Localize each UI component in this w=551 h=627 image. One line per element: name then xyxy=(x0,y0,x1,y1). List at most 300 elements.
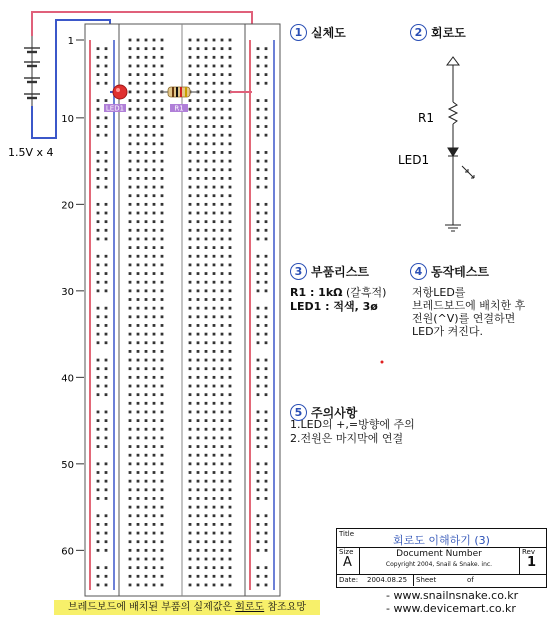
breadboard-hole xyxy=(229,393,232,396)
breadboard-hole xyxy=(213,108,216,111)
breadboard-hole xyxy=(213,393,216,396)
breadboard-hole xyxy=(153,532,156,535)
breadboard-hole xyxy=(197,73,200,76)
breadboard-hole xyxy=(153,108,156,111)
breadboard-hole xyxy=(97,82,100,85)
breadboard-hole xyxy=(153,220,156,223)
breadboard-hole xyxy=(257,56,260,59)
breadboard-hole xyxy=(153,462,156,465)
breadboard-hole xyxy=(97,177,100,180)
breadboard-hole xyxy=(129,39,132,42)
breadboard-hole xyxy=(153,134,156,137)
breadboard-hole xyxy=(221,359,224,362)
breadboard-hole xyxy=(129,264,132,267)
breadboard-hole xyxy=(129,385,132,388)
breadboard-hole xyxy=(229,194,232,197)
breadboard-hole xyxy=(205,246,208,249)
breadboard-hole xyxy=(213,56,216,59)
breadboard-hole xyxy=(105,116,108,119)
breadboard-hole xyxy=(161,212,164,215)
breadboard-hole xyxy=(213,385,216,388)
breadboard-hole xyxy=(97,532,100,535)
breadboard-hole xyxy=(189,445,192,448)
breadboard-hole xyxy=(137,445,140,448)
breadboard-hole xyxy=(145,168,148,171)
breadboard-hole xyxy=(97,411,100,414)
breadboard-hole xyxy=(97,160,100,163)
breadboard-hole xyxy=(197,134,200,137)
breadboard-hole xyxy=(153,584,156,587)
breadboard-hole xyxy=(257,47,260,50)
section-number-badge: 1 xyxy=(290,24,307,41)
test-line: LED가 켜진다. xyxy=(412,325,484,338)
breadboard-hole xyxy=(257,540,260,543)
parts-led-name: LED1 : xyxy=(290,300,334,313)
breadboard-hole xyxy=(197,480,200,483)
breadboard-hole xyxy=(265,532,268,535)
breadboard-hole xyxy=(137,160,140,163)
breadboard-hole xyxy=(213,125,216,128)
copyright: Copyright 2004, Snail & Snake. inc. xyxy=(385,561,493,568)
breadboard-hole xyxy=(97,116,100,119)
breadboard-hole xyxy=(189,471,192,474)
breadboard-hole xyxy=(257,307,260,310)
breadboard-hole xyxy=(197,324,200,327)
breadboard-hole xyxy=(161,246,164,249)
breadboard-hole xyxy=(257,333,260,336)
breadboard-hole xyxy=(213,65,216,68)
breadboard-hole xyxy=(137,186,140,189)
breadboard-hole xyxy=(137,307,140,310)
breadboard-hole xyxy=(153,307,156,310)
breadboard-hole xyxy=(145,437,148,440)
breadboard-hole xyxy=(145,134,148,137)
breadboard-hole xyxy=(213,497,216,500)
breadboard-hole xyxy=(153,488,156,491)
breadboard-hole xyxy=(257,566,260,569)
breadboard-hole xyxy=(205,39,208,42)
breadboard-hole xyxy=(129,82,132,85)
breadboard-hole xyxy=(153,341,156,344)
breadboard-hole xyxy=(105,385,108,388)
breadboard-hole xyxy=(221,91,224,94)
breadboard-hole xyxy=(145,142,148,145)
breadboard-hole xyxy=(129,289,132,292)
breadboard-hole xyxy=(213,558,216,561)
breadboard-hole xyxy=(97,437,100,440)
breadboard-hole xyxy=(153,411,156,414)
breadboard-hole xyxy=(205,523,208,526)
breadboard-hole xyxy=(205,532,208,535)
section-test-heading xyxy=(410,263,489,280)
breadboard-hole xyxy=(257,177,260,180)
breadboard-hole xyxy=(145,246,148,249)
breadboard-hole xyxy=(145,177,148,180)
breadboard-hole xyxy=(161,540,164,543)
breadboard-hole xyxy=(229,203,232,206)
breadboard-hole xyxy=(153,73,156,76)
breadboard-hole xyxy=(161,255,164,258)
breadboard-hole xyxy=(213,47,216,50)
breadboard-hole xyxy=(229,99,232,102)
breadboard-hole xyxy=(229,238,232,241)
breadboard-hole xyxy=(145,584,148,587)
breadboard-hole xyxy=(197,151,200,154)
breadboard-hole xyxy=(153,558,156,561)
row-label: 1 xyxy=(67,36,74,47)
breadboard-hole xyxy=(197,566,200,569)
breadboard-hole xyxy=(197,315,200,318)
breadboard-hole xyxy=(129,108,132,111)
breadboard-hole xyxy=(229,462,232,465)
breadboard-hole xyxy=(221,411,224,414)
breadboard-hole xyxy=(213,168,216,171)
breadboard-hole xyxy=(161,324,164,327)
breadboard-hole xyxy=(189,341,192,344)
breadboard-hole xyxy=(265,56,268,59)
breadboard-hole xyxy=(189,514,192,517)
breadboard-hole xyxy=(257,419,260,422)
breadboard-hole xyxy=(265,480,268,483)
breadboard-hole xyxy=(213,238,216,241)
breadboard-hole xyxy=(161,108,164,111)
breadboard-hole xyxy=(197,532,200,535)
breadboard-hole xyxy=(265,116,268,119)
section-number-badge: 5 xyxy=(290,404,307,421)
breadboard-hole xyxy=(161,238,164,241)
section-title: 동작테스트 xyxy=(431,265,489,279)
breadboard-hole xyxy=(189,523,192,526)
breadboard-hole xyxy=(189,212,192,215)
breadboard-hole xyxy=(137,402,140,405)
breadboard-hole xyxy=(257,428,260,431)
breadboard-hole xyxy=(229,160,232,163)
breadboard-hole xyxy=(137,506,140,509)
breadboard-hole xyxy=(213,462,216,465)
breadboard-hole xyxy=(153,255,156,258)
breadboard-hole xyxy=(153,203,156,206)
breadboard-hole xyxy=(161,134,164,137)
breadboard-hole xyxy=(105,229,108,232)
breadboard-hole xyxy=(129,333,132,336)
breadboard-hole xyxy=(137,65,140,68)
breadboard-hole xyxy=(229,445,232,448)
breadboard-hole xyxy=(197,203,200,206)
breadboard-hole xyxy=(205,359,208,362)
row-label: 30 xyxy=(61,286,74,298)
breadboard-hole xyxy=(137,39,140,42)
breadboard-hole xyxy=(145,194,148,197)
breadboard-hole xyxy=(205,402,208,405)
breadboard-hole xyxy=(197,488,200,491)
breadboard-hole xyxy=(229,350,232,353)
breadboard-hole xyxy=(213,298,216,301)
breadboard-hole xyxy=(221,160,224,163)
breadboard-hole xyxy=(205,549,208,552)
breadboard-hole xyxy=(129,238,132,241)
breadboard-hole xyxy=(229,540,232,543)
breadboard-hole xyxy=(213,220,216,223)
breadboard-hole xyxy=(153,47,156,50)
breadboard-hole xyxy=(197,359,200,362)
breadboard-hole xyxy=(265,445,268,448)
breadboard-hole xyxy=(189,454,192,457)
breadboard-hole xyxy=(161,445,164,448)
breadboard-hole xyxy=(213,566,216,569)
breadboard-hole xyxy=(97,488,100,491)
breadboard-hole xyxy=(161,73,164,76)
breadboard-hole xyxy=(221,264,224,267)
breadboard-hole xyxy=(257,168,260,171)
breadboard-hole xyxy=(197,402,200,405)
breadboard-hole xyxy=(221,142,224,145)
breadboard-hole xyxy=(137,220,140,223)
breadboard-hole xyxy=(145,523,148,526)
breadboard-hole xyxy=(97,445,100,448)
breadboard-hole xyxy=(205,194,208,197)
breadboard-hole xyxy=(257,385,260,388)
breadboard-hole xyxy=(105,497,108,500)
breadboard-hole xyxy=(105,341,108,344)
breadboard-hole xyxy=(137,151,140,154)
breadboard-hole xyxy=(205,393,208,396)
breadboard-hole xyxy=(213,116,216,119)
breadboard-hole xyxy=(229,376,232,379)
breadboard-hole xyxy=(137,411,140,414)
test-line: 브레드보드에 배치한 후 xyxy=(412,299,526,312)
breadboard-hole xyxy=(145,186,148,189)
breadboard-hole xyxy=(265,125,268,128)
breadboard-hole xyxy=(205,497,208,500)
breadboard-hole xyxy=(161,116,164,119)
breadboard-hole xyxy=(97,108,100,111)
breadboard-hole xyxy=(129,194,132,197)
breadboard-hole xyxy=(257,82,260,85)
breadboard-hole xyxy=(257,229,260,232)
breadboard-hole xyxy=(153,281,156,284)
breadboard-hole xyxy=(229,177,232,180)
breadboard-hole xyxy=(197,47,200,50)
breadboard-hole xyxy=(145,289,148,292)
breadboard-hole xyxy=(145,47,148,50)
breadboard-hole xyxy=(161,281,164,284)
breadboard-hole xyxy=(137,514,140,517)
breadboard-hole xyxy=(137,350,140,353)
breadboard-hole xyxy=(161,142,164,145)
breadboard-hole xyxy=(205,488,208,491)
breadboard-hole xyxy=(265,272,268,275)
breadboard-hole xyxy=(221,532,224,535)
breadboard-hole xyxy=(221,506,224,509)
breadboard-hole xyxy=(153,142,156,145)
breadboard-hole xyxy=(229,168,232,171)
breadboard-hole xyxy=(153,385,156,388)
breadboard-hole xyxy=(189,289,192,292)
breadboard-hole xyxy=(221,39,224,42)
breadboard-hole xyxy=(257,212,260,215)
breadboard-hole xyxy=(105,566,108,569)
breadboard-hole xyxy=(205,506,208,509)
breadboard-hole xyxy=(257,497,260,500)
breadboard-hole xyxy=(229,220,232,223)
breadboard-hole xyxy=(221,367,224,370)
breadboard-hole xyxy=(197,558,200,561)
breadboard-hole xyxy=(257,65,260,68)
breadboard-hole xyxy=(129,177,132,180)
breadboard-hole xyxy=(205,108,208,111)
breadboard-hole xyxy=(161,194,164,197)
rev-value: 1 xyxy=(527,555,537,570)
breadboard-hole xyxy=(189,506,192,509)
breadboard-hole xyxy=(221,289,224,292)
breadboard-hole xyxy=(129,229,132,232)
breadboard-hole xyxy=(105,168,108,171)
rev-caption: Rev xyxy=(522,548,535,556)
breadboard-hole xyxy=(129,324,132,327)
breadboard-hole xyxy=(257,393,260,396)
breadboard-hole xyxy=(97,471,100,474)
breadboard-hole xyxy=(197,246,200,249)
breadboard-hole xyxy=(153,575,156,578)
breadboard-hole xyxy=(105,212,108,215)
breadboard-hole xyxy=(229,324,232,327)
breadboard-hole xyxy=(257,186,260,189)
breadboard-hole xyxy=(229,116,232,119)
breadboard-hole xyxy=(137,298,140,301)
breadboard-hole xyxy=(265,393,268,396)
breadboard-hole xyxy=(205,212,208,215)
breadboard-hole xyxy=(221,116,224,119)
test-line: 저항LED를 xyxy=(412,286,466,299)
breadboard-hole xyxy=(213,514,216,517)
breadboard-hole xyxy=(205,264,208,267)
breadboard-hole xyxy=(213,194,216,197)
breadboard-hole xyxy=(137,454,140,457)
breadboard-hole xyxy=(153,116,156,119)
breadboard-hole xyxy=(145,255,148,258)
breadboard-hole xyxy=(145,419,148,422)
breadboard-hole xyxy=(213,376,216,379)
breadboard-hole xyxy=(137,540,140,543)
breadboard-hole xyxy=(221,393,224,396)
breadboard-hole xyxy=(229,65,232,68)
breadboard-hole xyxy=(265,177,268,180)
breadboard-hole xyxy=(161,575,164,578)
breadboard-hole xyxy=(229,186,232,189)
breadboard-hole xyxy=(161,497,164,500)
breadboard-hole xyxy=(153,168,156,171)
breadboard-hole xyxy=(189,402,192,405)
breadboard-hole xyxy=(229,514,232,517)
breadboard-hole xyxy=(153,246,156,249)
breadboard-hole xyxy=(129,454,132,457)
breadboard-hole xyxy=(97,229,100,232)
breadboard-hole xyxy=(213,324,216,327)
breadboard-hole xyxy=(213,350,216,353)
breadboard-hole xyxy=(197,428,200,431)
of-caption: of xyxy=(467,576,474,584)
breadboard-hole xyxy=(229,82,232,85)
breadboard-hole xyxy=(213,437,216,440)
breadboard-hole xyxy=(145,532,148,535)
breadboard-hole xyxy=(145,151,148,154)
breadboard-hole xyxy=(137,549,140,552)
breadboard-hole xyxy=(197,462,200,465)
breadboard-hole xyxy=(129,341,132,344)
breadboard-hole xyxy=(105,281,108,284)
breadboard-hole xyxy=(257,264,260,267)
breadboard-hole xyxy=(213,428,216,431)
breadboard-hole xyxy=(257,73,260,76)
breadboard-hole xyxy=(137,91,140,94)
breadboard-hole xyxy=(161,367,164,370)
breadboard-hole xyxy=(205,376,208,379)
breadboard-hole xyxy=(129,411,132,414)
breadboard-hole xyxy=(229,419,232,422)
breadboard-hole xyxy=(97,315,100,318)
breadboard-hole xyxy=(137,523,140,526)
website-link: - www.devicemart.co.kr xyxy=(386,602,516,615)
breadboard-hole xyxy=(205,134,208,137)
breadboard-hole xyxy=(265,514,268,517)
caution-list xyxy=(290,418,415,446)
breadboard-hole xyxy=(97,220,100,223)
breadboard-hole xyxy=(153,298,156,301)
breadboard-hole xyxy=(105,203,108,206)
breadboard-hole xyxy=(97,341,100,344)
breadboard-hole xyxy=(137,341,140,344)
breadboard-hole xyxy=(153,39,156,42)
breadboard-hole xyxy=(213,367,216,370)
breadboard-hole xyxy=(129,281,132,284)
breadboard-hole xyxy=(189,488,192,491)
breadboard-hole xyxy=(197,549,200,552)
breadboard-hole xyxy=(229,428,232,431)
breadboard-hole xyxy=(145,238,148,241)
breadboard-hole xyxy=(221,82,224,85)
breadboard-hole xyxy=(213,445,216,448)
breadboard-hole xyxy=(221,246,224,249)
breadboard-hole xyxy=(229,575,232,578)
breadboard-hole xyxy=(265,212,268,215)
breadboard-hole xyxy=(265,419,268,422)
breadboard-hole xyxy=(265,238,268,241)
breadboard-hole xyxy=(129,203,132,206)
breadboard-hole xyxy=(129,393,132,396)
breadboard-hole xyxy=(229,454,232,457)
breadboard-hole xyxy=(189,428,192,431)
breadboard-hole xyxy=(257,238,260,241)
breadboard-hole xyxy=(265,186,268,189)
breadboard-hole xyxy=(197,177,200,180)
breadboard-hole xyxy=(129,73,132,76)
breadboard-hole xyxy=(129,272,132,275)
breadboard-hole xyxy=(129,462,132,465)
breadboard-hole xyxy=(257,255,260,258)
row-label: 50 xyxy=(61,459,74,471)
breadboard-hole xyxy=(161,168,164,171)
breadboard-hole xyxy=(205,454,208,457)
breadboard-hole xyxy=(153,125,156,128)
breadboard-hole xyxy=(97,523,100,526)
breadboard-hole xyxy=(97,584,100,587)
breadboard-hole xyxy=(105,488,108,491)
breadboard-hole xyxy=(129,540,132,543)
breadboard-hole xyxy=(213,229,216,232)
breadboard-hole xyxy=(189,298,192,301)
breadboard-hole xyxy=(197,419,200,422)
breadboard-hole xyxy=(205,177,208,180)
